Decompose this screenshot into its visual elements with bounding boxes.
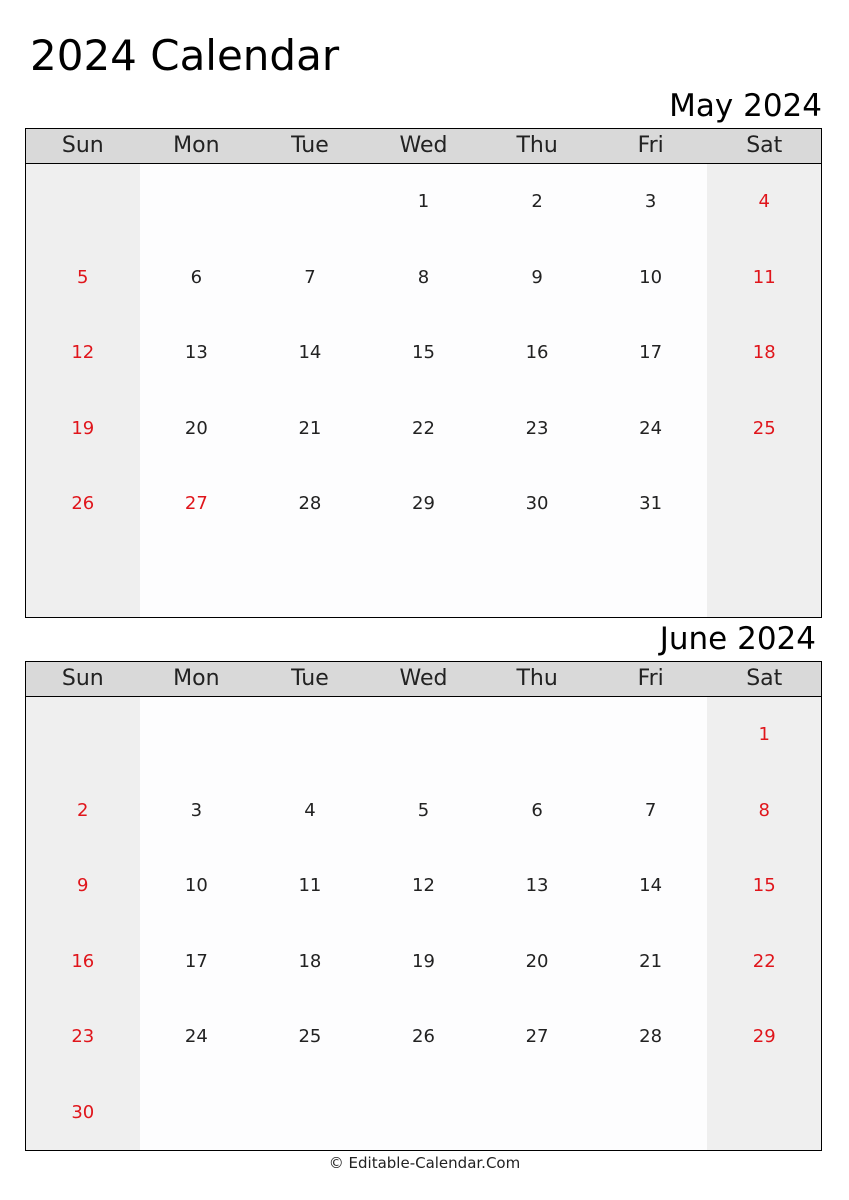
day-cell: 3 <box>190 799 203 821</box>
day-cell: 6 <box>531 799 543 821</box>
day-cell: 15 <box>752 875 776 896</box>
day-cell: 11 <box>298 875 322 896</box>
day-cell: 8 <box>758 799 770 821</box>
day-cell: 13 <box>184 342 208 363</box>
weekday-sun: Sun <box>61 666 104 691</box>
day-cell: 31 <box>639 493 663 514</box>
empty-day-cell <box>594 697 708 773</box>
calendar-body <box>26 697 821 1150</box>
day-cell: 4 <box>758 191 770 212</box>
weekday-sat: Sat <box>746 133 783 158</box>
weekday-header <box>26 129 821 164</box>
weekday-fri: Fri <box>637 133 664 158</box>
day-cell: 30 <box>71 1101 95 1123</box>
month-title-may: May 2024 <box>669 88 822 124</box>
weekday-mon: Mon <box>173 133 220 158</box>
day-cell: 13 <box>525 875 549 896</box>
day-cell: 16 <box>525 342 549 363</box>
day-cell: 22 <box>752 950 776 972</box>
weekday-sun: Sun <box>61 133 104 158</box>
weekday-tue: Tue <box>291 666 329 691</box>
month-title-june: June 2024 <box>659 621 816 657</box>
day-cell: 18 <box>298 950 322 972</box>
empty-day-cell <box>367 697 481 773</box>
weekday-thu: Thu <box>516 666 558 691</box>
weekday-wed: Wed <box>399 133 448 158</box>
day-cell: 24 <box>184 1026 208 1047</box>
day-cell: 29 <box>752 1026 776 1047</box>
day-cell: 12 <box>71 342 95 363</box>
day-cell: 21 <box>298 417 322 439</box>
day-cell: 7 <box>644 799 657 821</box>
weekday-thu: Thu <box>516 133 558 158</box>
weekday-mon: Mon <box>173 666 220 691</box>
day-grid <box>26 697 821 1150</box>
day-cell: 6 <box>190 266 203 288</box>
empty-day-cell <box>594 542 708 618</box>
day-cell: 14 <box>298 342 322 363</box>
day-cell: 9 <box>531 266 543 288</box>
empty-day-cell <box>26 542 140 618</box>
empty-day-cell <box>253 164 367 240</box>
empty-day-cell <box>26 164 140 240</box>
day-cell: 23 <box>71 1026 95 1047</box>
day-cell: 25 <box>752 417 776 439</box>
calendar-may <box>25 128 822 618</box>
empty-day-cell <box>480 1075 594 1151</box>
day-cell: 27 <box>525 1026 549 1047</box>
day-cell: 5 <box>77 266 89 288</box>
footer-credit: © Editable-Calendar.Com <box>328 1154 521 1172</box>
empty-day-cell <box>253 697 367 773</box>
empty-day-cell <box>707 466 821 542</box>
empty-day-cell <box>480 697 594 773</box>
day-cell: 26 <box>412 1026 435 1047</box>
day-cell: 7 <box>304 266 316 288</box>
day-cell: 27 <box>184 493 208 514</box>
day-cell: 19 <box>71 417 95 439</box>
empty-day-cell <box>26 697 140 773</box>
calendar-june <box>25 661 822 1151</box>
day-cell: 2 <box>531 191 543 212</box>
weekday-fri: Fri <box>637 666 664 691</box>
day-cell: 8 <box>417 266 430 288</box>
day-cell: 15 <box>412 342 435 363</box>
day-cell: 17 <box>184 950 208 972</box>
day-cell: 20 <box>184 417 208 439</box>
empty-day-cell <box>594 1075 708 1151</box>
weekday-tue: Tue <box>291 133 329 158</box>
day-cell: 16 <box>71 950 95 972</box>
page-title: 2024 Calendar <box>30 31 340 80</box>
day-cell: 28 <box>639 1026 663 1047</box>
empty-day-cell <box>140 164 254 240</box>
day-cell: 5 <box>417 799 430 821</box>
day-cell: 23 <box>525 417 549 439</box>
empty-day-cell <box>253 542 367 618</box>
day-cell: 25 <box>298 1026 322 1047</box>
day-cell: 28 <box>298 493 322 514</box>
empty-day-cell <box>367 1075 481 1151</box>
day-cell: 12 <box>412 875 435 896</box>
day-cell: 3 <box>644 191 657 212</box>
empty-day-cell <box>707 1075 821 1151</box>
day-cell: 22 <box>412 417 435 439</box>
day-cell: 10 <box>639 266 663 288</box>
empty-day-cell <box>367 542 481 618</box>
day-cell: 9 <box>77 875 89 896</box>
day-cell: 2 <box>77 799 89 821</box>
calendar-body <box>26 164 821 617</box>
day-cell: 20 <box>525 950 549 972</box>
day-cell: 17 <box>639 342 663 363</box>
day-cell: 26 <box>71 493 95 514</box>
day-cell: 10 <box>184 875 208 896</box>
empty-day-cell <box>707 542 821 618</box>
day-grid <box>26 164 821 617</box>
day-cell: 30 <box>525 493 549 514</box>
day-cell: 1 <box>417 191 430 212</box>
day-cell: 1 <box>758 724 770 745</box>
weekday-header <box>26 662 821 697</box>
empty-day-cell <box>140 542 254 618</box>
day-cell: 14 <box>639 875 663 896</box>
day-cell: 4 <box>304 799 316 821</box>
day-cell: 18 <box>752 342 776 363</box>
weekday-sat: Sat <box>746 666 783 691</box>
day-cell: 21 <box>639 950 663 972</box>
empty-day-cell <box>140 697 254 773</box>
day-cell: 19 <box>412 950 435 972</box>
weekday-wed: Wed <box>399 666 448 691</box>
empty-day-cell <box>253 1075 367 1151</box>
day-cell: 29 <box>412 493 435 514</box>
empty-day-cell <box>480 542 594 618</box>
day-cell: 11 <box>752 266 776 288</box>
empty-day-cell <box>140 1075 254 1151</box>
day-cell: 24 <box>639 417 663 439</box>
